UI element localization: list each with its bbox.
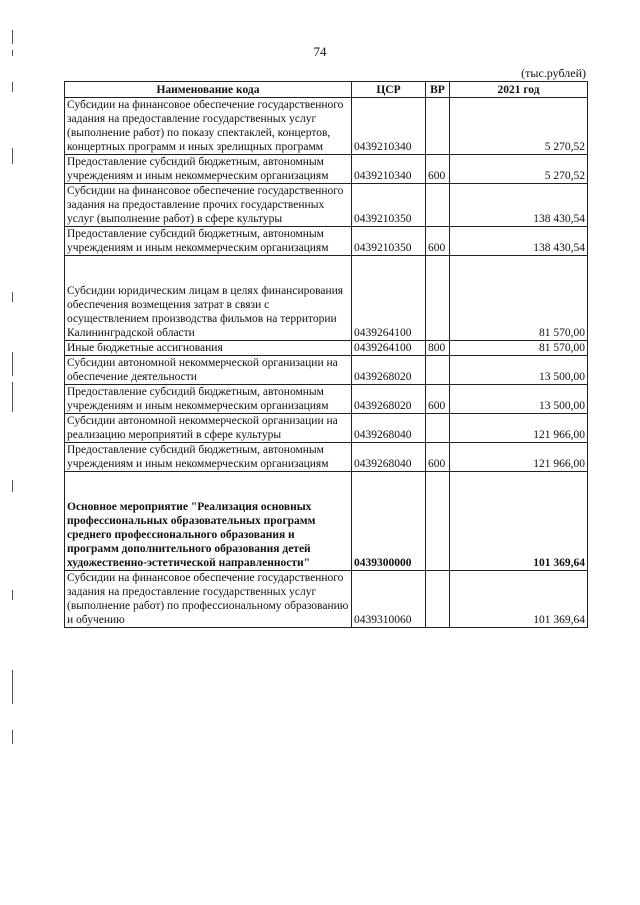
row-csr: 0439300000 xyxy=(352,472,426,571)
row-sum: 13 500,00 xyxy=(450,385,588,414)
row-sum: 138 430,54 xyxy=(450,184,588,227)
row-sum: 13 500,00 xyxy=(450,356,588,385)
row-csr: 0439264100 xyxy=(352,256,426,341)
row-name: Субсидии на финансовое обеспечение государственного задания на предоставление государственных услуг (выполнение работ) по профессиональному образованию и обучению xyxy=(65,571,352,628)
table-row xyxy=(65,227,588,256)
table-row xyxy=(65,571,588,628)
row-csr: 0439210350 xyxy=(352,184,426,227)
row-name: Субсидии на финансовое обеспечение государственного задания на предоставление государственных услуг (выполнение работ) по показу спектаклей, концертов, концертных программ и иных зрелищных программ xyxy=(65,98,352,155)
binder-marks xyxy=(12,30,16,890)
row-name: Предоставление субсидий бюджетным, автономным учреждениям и иным некоммерческим организациям xyxy=(65,443,352,472)
table-row xyxy=(65,98,588,155)
row-csr: 0439268040 xyxy=(352,414,426,443)
row-vr: 800 xyxy=(426,341,450,356)
row-name: Предоставление субсидий бюджетным, автономным учреждениям и иным некоммерческим организациям xyxy=(65,385,352,414)
row-csr: 0439210340 xyxy=(352,155,426,184)
row-vr xyxy=(426,472,450,571)
row-name: Иные бюджетные ассигнования xyxy=(65,341,352,356)
row-vr: 600 xyxy=(426,155,450,184)
table-row xyxy=(65,385,588,414)
table-row xyxy=(65,341,588,356)
row-vr: 600 xyxy=(426,385,450,414)
row-sum: 81 570,00 xyxy=(450,341,588,356)
row-sum: 5 270,52 xyxy=(450,98,588,155)
row-vr xyxy=(426,98,450,155)
row-sum: 121 966,00 xyxy=(450,443,588,472)
row-vr xyxy=(426,571,450,628)
table-row-main-activity xyxy=(65,472,588,571)
row-name: Основное мероприятие "Реализация основных профессиональных образовательных программ среднего профессионального образования и программ дополнительного образования детей художественно-эстетической направленности" xyxy=(65,472,352,571)
row-vr xyxy=(426,256,450,341)
row-vr: 600 xyxy=(426,227,450,256)
header-year: 2021 год xyxy=(450,82,588,98)
row-csr: 0439310060 xyxy=(352,571,426,628)
row-vr xyxy=(426,414,450,443)
table-row xyxy=(65,414,588,443)
row-sum: 5 270,52 xyxy=(450,155,588,184)
row-vr xyxy=(426,356,450,385)
units-label: (тыс.рублей) xyxy=(521,66,586,80)
table-row xyxy=(65,155,588,184)
row-name: Субсидии на финансовое обеспечение государственного задания на предоставление прочих государственных услуг (выполнение работ) в сфере культуры xyxy=(65,184,352,227)
row-sum: 121 966,00 xyxy=(450,414,588,443)
table-header-row xyxy=(65,82,588,98)
row-name: Субсидии автономной некоммерческой организации на реализацию мероприятий в сфере культуры xyxy=(65,414,352,443)
row-name: Субсидии юридическим лицам в целях финансирования обеспечения возмещения затрат в связи с осуществлением производства фильмов на территории Калининградской области xyxy=(65,256,352,341)
table-row xyxy=(65,443,588,472)
row-csr: 0439210350 xyxy=(352,227,426,256)
row-csr: 0439268020 xyxy=(352,385,426,414)
table-row xyxy=(65,356,588,385)
table-row xyxy=(65,256,588,341)
header-vr: ВР xyxy=(426,82,450,98)
row-vr xyxy=(426,184,450,227)
table-row xyxy=(65,184,588,227)
budget-table xyxy=(64,81,588,628)
row-csr: 0439264100 xyxy=(352,341,426,356)
row-sum: 81 570,00 xyxy=(450,256,588,341)
page-number: 74 xyxy=(313,44,327,59)
row-name: Предоставление субсидий бюджетным, автономным учреждениям и иным некоммерческим организациям xyxy=(65,155,352,184)
row-csr: 0439210340 xyxy=(352,98,426,155)
row-name: Предоставление субсидий бюджетным, автономным учреждениям и иным некоммерческим организациям xyxy=(65,227,352,256)
row-sum: 101 369,64 xyxy=(450,571,588,628)
header-csr: ЦСР xyxy=(352,82,426,98)
row-name: Субсидии автономной некоммерческой организации на обеспечение деятельности xyxy=(65,356,352,385)
header-name: Наименование кода xyxy=(65,82,352,98)
row-sum: 138 430,54 xyxy=(450,227,588,256)
row-csr: 0439268020 xyxy=(352,356,426,385)
row-csr: 0439268040 xyxy=(352,443,426,472)
row-vr: 600 xyxy=(426,443,450,472)
row-sum: 101 369,64 xyxy=(450,472,588,571)
